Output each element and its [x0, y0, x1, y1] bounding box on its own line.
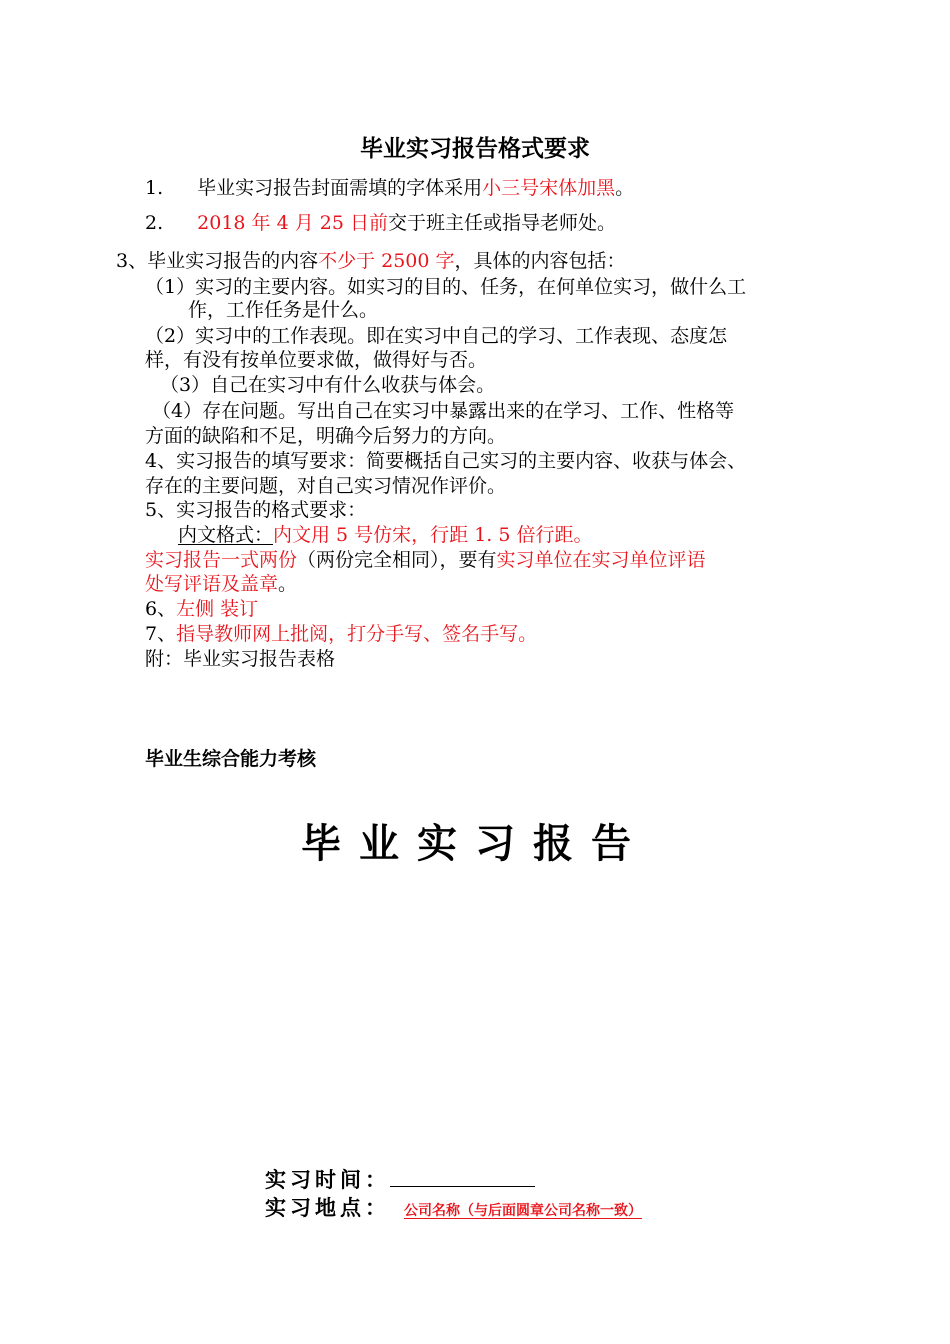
copies-end: 。: [278, 573, 298, 595]
requirement-item-1: [145, 177, 634, 200]
copies-unit: 实习单位在实习单位评语: [496, 549, 706, 571]
item-number: 2.: [145, 212, 164, 234]
body-format-value: 内文用 5 号仿宋，行距 1. 5 倍行距。: [273, 524, 593, 546]
requirement-item-5: 5、实习报告的格式要求：: [145, 499, 367, 521]
requirement-item-7: [145, 623, 537, 646]
binding-note: 左侧 装订: [176, 598, 259, 620]
sub-item-4-line1: （4）存在问题。写出自己在实习中暴露出来的在学习、工作、性格等: [152, 400, 735, 422]
sub-item-2-line1: （2）实习中的工作表现。即在实习中自己的学习、工作表现、态度怎: [145, 325, 728, 347]
time-label: 实习时间：: [265, 1168, 390, 1192]
item-highlight: 小三号宋体加黑: [482, 177, 616, 199]
copies-stamp: 处写评语及盖章: [145, 573, 279, 595]
copies-line2: [145, 573, 297, 596]
sub-item-2-line2: 样，有没有按单位要求做，做得好与否。: [145, 349, 488, 371]
company-name-value: 公司名称（与后面圆章公司名称一致）: [404, 1203, 642, 1219]
item-prefix: 6、: [145, 598, 177, 620]
body-format-line: [178, 524, 593, 547]
item-text: 3、毕业实习报告的内容: [116, 250, 319, 272]
internship-time-row: [265, 1168, 535, 1193]
requirement-item-2: [145, 212, 616, 235]
sub-item-3: （3）自己在实习中有什么收获与体会。: [160, 374, 496, 396]
time-blank: [390, 1168, 535, 1187]
deadline: 2018 年 4 月 25 日前: [197, 212, 388, 234]
requirement-item-6: [145, 598, 258, 621]
requirement-item-4-line2: 存在的主要问题，对自己实习情况作评价。: [145, 475, 507, 497]
assessment-label: 毕业生综合能力考核: [145, 748, 317, 770]
internship-place-row: [265, 1196, 642, 1221]
attachment-note: 附：毕业实习报告表格: [145, 648, 336, 670]
page-title: 毕业实习报告格式要求: [360, 135, 590, 162]
copies-count: 实习报告一式两份: [145, 549, 298, 571]
grading-note: 指导教师网上批阅，打分手写、签名手写。: [176, 623, 538, 645]
copies-text: （两份完全相同），要有: [297, 549, 497, 571]
requirement-item-3: [116, 250, 626, 273]
copies-line1: [145, 549, 706, 572]
requirement-item-4-line1: 4、实习报告的填写要求：简要概括自己实习的主要内容、收获与体会、: [145, 450, 747, 472]
item-text: 毕业实习报告封面需填的字体采用: [197, 177, 483, 199]
item-number: 1.: [145, 177, 164, 199]
item-text-end: ，具体的内容包括：: [454, 250, 626, 272]
item-text: 交于班主任或指导老师处。: [387, 212, 616, 234]
word-count: 不少于 2500 字: [318, 250, 455, 272]
sub-item-4-line2: 方面的缺陷和不足，明确今后努力的方向。: [145, 425, 507, 447]
sub-item-1-line2: 作，工作任务是什么。: [188, 299, 379, 321]
item-prefix: 7、: [145, 623, 177, 645]
place-label: 实习地点：: [265, 1196, 390, 1220]
cover-title: 毕业实习报告: [301, 821, 649, 867]
item-end: 。: [615, 177, 635, 199]
body-format-label: 内文格式：: [178, 524, 274, 546]
sub-item-1-line1: （1）实习的主要内容。如实习的目的、任务，在何单位实习，做什么工: [145, 276, 747, 298]
